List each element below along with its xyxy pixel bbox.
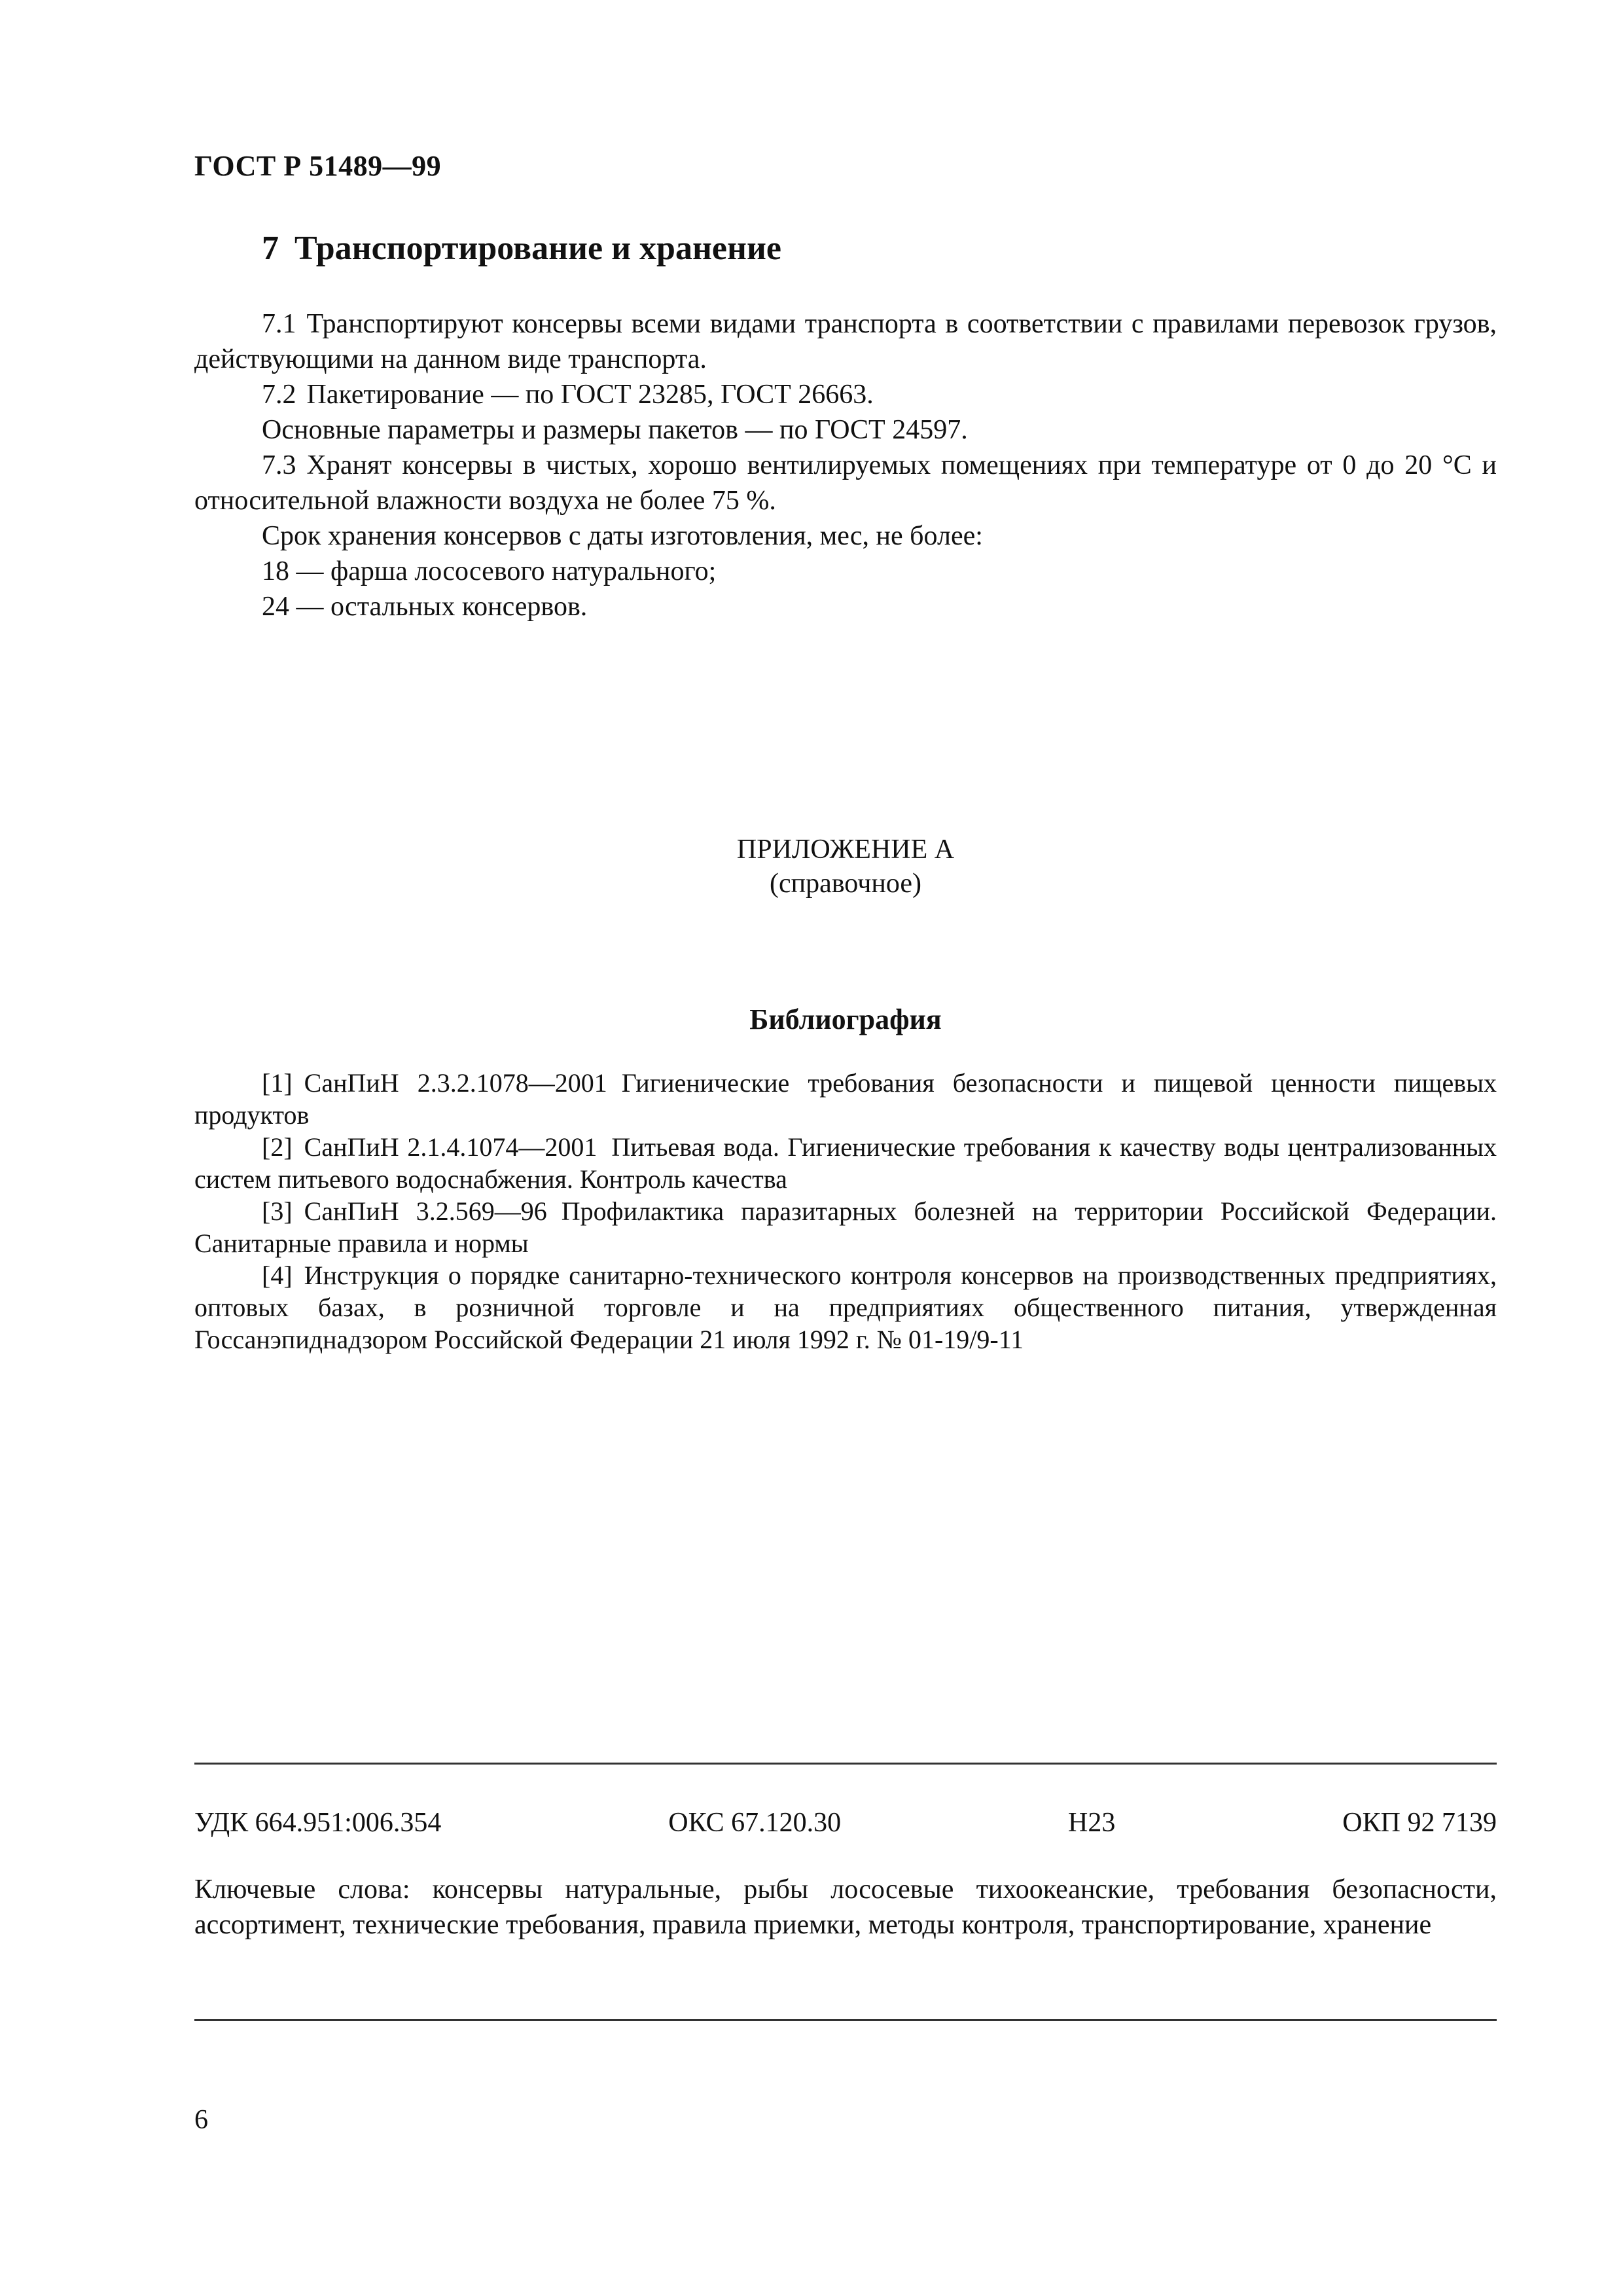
appendix-heading [194, 833, 1497, 901]
section-number: 7 [262, 230, 279, 267]
udk-code: УДК 664.951:006.354 [194, 1808, 442, 1838]
section-7-body [194, 306, 1497, 624]
paragraph-shelf-life [194, 518, 1497, 554]
paragraph-text: Пакетирование — по ГОСТ 23285, ГОСТ 26663. [306, 380, 874, 410]
bibliography-title: Библиография [749, 1003, 942, 1035]
reference-number: [2] [262, 1132, 293, 1162]
paragraph-shelf-life-18 [194, 554, 1497, 589]
okp-code: ОКП 92 7139 [1342, 1808, 1497, 1838]
reference-text: Инструкция о порядке санитарно-технического контроля консервов на производственных предприятиях, оптовых базах, в розничной торговле и на предприятиях общественного питания, утвержденная Госсанэпиднадзором Российской Федерации 21 июля 1992 г. № 01-19/9-11 [194, 1261, 1497, 1354]
reference-code: СанПиН 3.2.569—96 [304, 1196, 547, 1226]
bibliography-item [194, 1131, 1497, 1195]
paragraph-7-1 [194, 306, 1497, 377]
divider-bottom [194, 2019, 1497, 2021]
reference-number: [4] [262, 1261, 293, 1290]
classification-codes [194, 1805, 1497, 1840]
paragraph-text: 18 — фарша лососевого натурального; [262, 556, 717, 586]
section-7-title [262, 229, 781, 268]
paragraph-text: Срок хранения консервов с даты изготовления, мес, не более: [262, 521, 983, 551]
document-id-header: ГОСТ Р 51489—99 [194, 150, 442, 182]
bibliography-list [194, 1067, 1497, 1355]
reference-number: [1] [262, 1068, 293, 1098]
paragraph-text: Транспортируют консервы всеми видами транспорта в соответствии с правилами перевозок грузов, действующими на данном виде транспорта. [194, 309, 1497, 374]
section-title-text: Транспортирование и хранение [294, 230, 781, 267]
keywords: Ключевые слова: консервы натуральные, рыбы лососевые тихоокеанские, требования безопасности, ассортимент, технические требования, правила приемки, методы контроля, транспортирование, хранение [194, 1874, 1497, 1940]
appendix-title: ПРИЛОЖЕНИЕ А [736, 834, 955, 865]
paragraph-text: Основные параметры и размеры пакетов — по ГОСТ 24597. [262, 415, 968, 445]
paragraph-number: 7.3 [262, 450, 296, 480]
bibliography-item [194, 1067, 1497, 1131]
reference-number: [3] [262, 1196, 293, 1226]
reference-code: СанПиН 2.3.2.1078—2001 [304, 1068, 607, 1098]
group-code: Н23 [1068, 1808, 1116, 1838]
divider-top [194, 1763, 1497, 1765]
paragraph-shelf-life-24 [194, 589, 1497, 624]
paragraph-text: Хранят консервы в чистых, хорошо вентилируемых помещениях при температуре от 0 до 20 °С и относительной влажности воздуха не более 75 %. [194, 450, 1497, 516]
paragraph-7-3 [194, 448, 1497, 518]
bibliography-item [194, 1259, 1497, 1355]
paragraph-number: 7.2 [262, 380, 296, 410]
paragraph-package-params [194, 412, 1497, 448]
appendix-subtitle: (справочное) [770, 869, 921, 899]
bibliography-item [194, 1195, 1497, 1259]
reference-text: Гигиенические требования безопасности и пищевой ценности пищевых продуктов [194, 1068, 1497, 1130]
reference-code: СанПиН 2.1.4.1074—2001 [304, 1132, 597, 1162]
paragraph-text: 24 — остальных консервов. [262, 592, 588, 622]
paragraph-number: 7.1 [262, 309, 296, 339]
paragraph-7-2 [194, 377, 1497, 412]
oks-code: ОКС 67.120.30 [668, 1808, 842, 1838]
reference-text: Питьевая вода. Гигиенические требования к качеству воды централизованных систем питьевого водоснабжения. Контроль качества [194, 1132, 1497, 1194]
reference-text: Профилактика паразитарных болезней на территории Российской Федерации. Санитарные правила и нормы [194, 1196, 1497, 1258]
page-number: 6 [194, 2105, 208, 2135]
